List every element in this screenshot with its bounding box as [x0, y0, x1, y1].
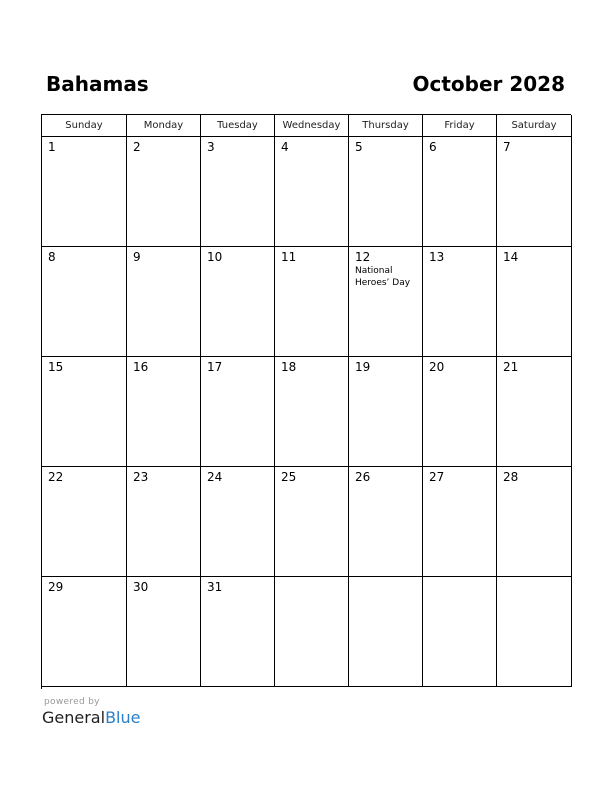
day-number: 28: [503, 470, 519, 484]
brand-general-text: General: [42, 708, 106, 727]
empty-day-cell: [497, 577, 572, 687]
day-cell-9: [127, 247, 201, 357]
day-number: 21: [503, 360, 519, 374]
day-number: 25: [281, 470, 297, 484]
day-cell-17: [201, 357, 275, 467]
day-cell-23: [127, 467, 201, 577]
day-cell-8: [42, 247, 127, 357]
weekday-header-friday: Friday: [423, 115, 497, 137]
day-number: 27: [429, 470, 445, 484]
day-cell-24: [201, 467, 275, 577]
day-number: 3: [207, 140, 215, 154]
day-cell-21: [497, 357, 572, 467]
day-cell-2: [127, 137, 201, 247]
day-number: 6: [429, 140, 437, 154]
day-number: 10: [207, 250, 223, 264]
holiday-label: National Heroes’ Day: [355, 266, 411, 288]
powered-by-text: powered by: [44, 697, 100, 707]
day-cell-3: [201, 137, 275, 247]
day-number: 19: [355, 360, 371, 374]
day-cell-14: [497, 247, 572, 357]
day-cell-25: [275, 467, 349, 577]
day-number: 9: [133, 250, 141, 264]
empty-day-cell: [423, 577, 497, 687]
day-number: 2: [133, 140, 141, 154]
day-number: 17: [207, 360, 223, 374]
day-cell-10: [201, 247, 275, 357]
day-number: 30: [133, 580, 149, 594]
day-cell-26: [349, 467, 423, 577]
brand-blue-text: Blue: [105, 708, 141, 727]
day-cell-20: [423, 357, 497, 467]
calendar-grid: [41, 114, 571, 689]
day-number: 8: [48, 250, 56, 264]
day-number: 13: [429, 250, 445, 264]
day-number: 22: [48, 470, 64, 484]
day-cell-28: [497, 467, 572, 577]
day-number: 24: [207, 470, 223, 484]
day-number: 1: [48, 140, 56, 154]
day-number: 16: [133, 360, 149, 374]
day-number: 15: [48, 360, 64, 374]
day-number: 5: [355, 140, 363, 154]
day-cell-29: [42, 577, 127, 687]
day-cell-15: [42, 357, 127, 467]
day-cell-31: [201, 577, 275, 687]
empty-day-cell: [275, 577, 349, 687]
weekday-header-wednesday: Wednesday: [275, 115, 349, 137]
day-number: 18: [281, 360, 297, 374]
day-cell-13: [423, 247, 497, 357]
footer: [42, 697, 140, 728]
day-number: 26: [355, 470, 371, 484]
day-number: 7: [503, 140, 511, 154]
day-cell-18: [275, 357, 349, 467]
day-number: 4: [281, 140, 289, 154]
day-cell-11: [275, 247, 349, 357]
day-cell-1: [42, 137, 127, 247]
day-number: 12: [355, 250, 371, 264]
day-cell-22: [42, 467, 127, 577]
day-cell-7: [497, 137, 572, 247]
day-cell-30: [127, 577, 201, 687]
month-year-title: October 2028: [412, 72, 565, 96]
day-number: 20: [429, 360, 445, 374]
day-cell-6: [423, 137, 497, 247]
weekday-header-sunday: Sunday: [42, 115, 127, 137]
day-number: 29: [48, 580, 64, 594]
day-cell-19: [349, 357, 423, 467]
day-cell-4: [275, 137, 349, 247]
day-number: 23: [133, 470, 149, 484]
empty-day-cell: [349, 577, 423, 687]
weekday-header-monday: Monday: [127, 115, 201, 137]
generalblue-logo[interactable]: [42, 708, 140, 728]
day-cell-12: [349, 247, 423, 357]
country-title: Bahamas: [46, 72, 149, 96]
day-cell-27: [423, 467, 497, 577]
day-cell-5: [349, 137, 423, 247]
weekday-header-thursday: Thursday: [349, 115, 423, 137]
day-cell-16: [127, 357, 201, 467]
day-number: 11: [281, 250, 297, 264]
day-number: 14: [503, 250, 519, 264]
weekday-header-saturday: Saturday: [497, 115, 572, 137]
weekday-header-tuesday: Tuesday: [201, 115, 275, 137]
day-number: 31: [207, 580, 223, 594]
